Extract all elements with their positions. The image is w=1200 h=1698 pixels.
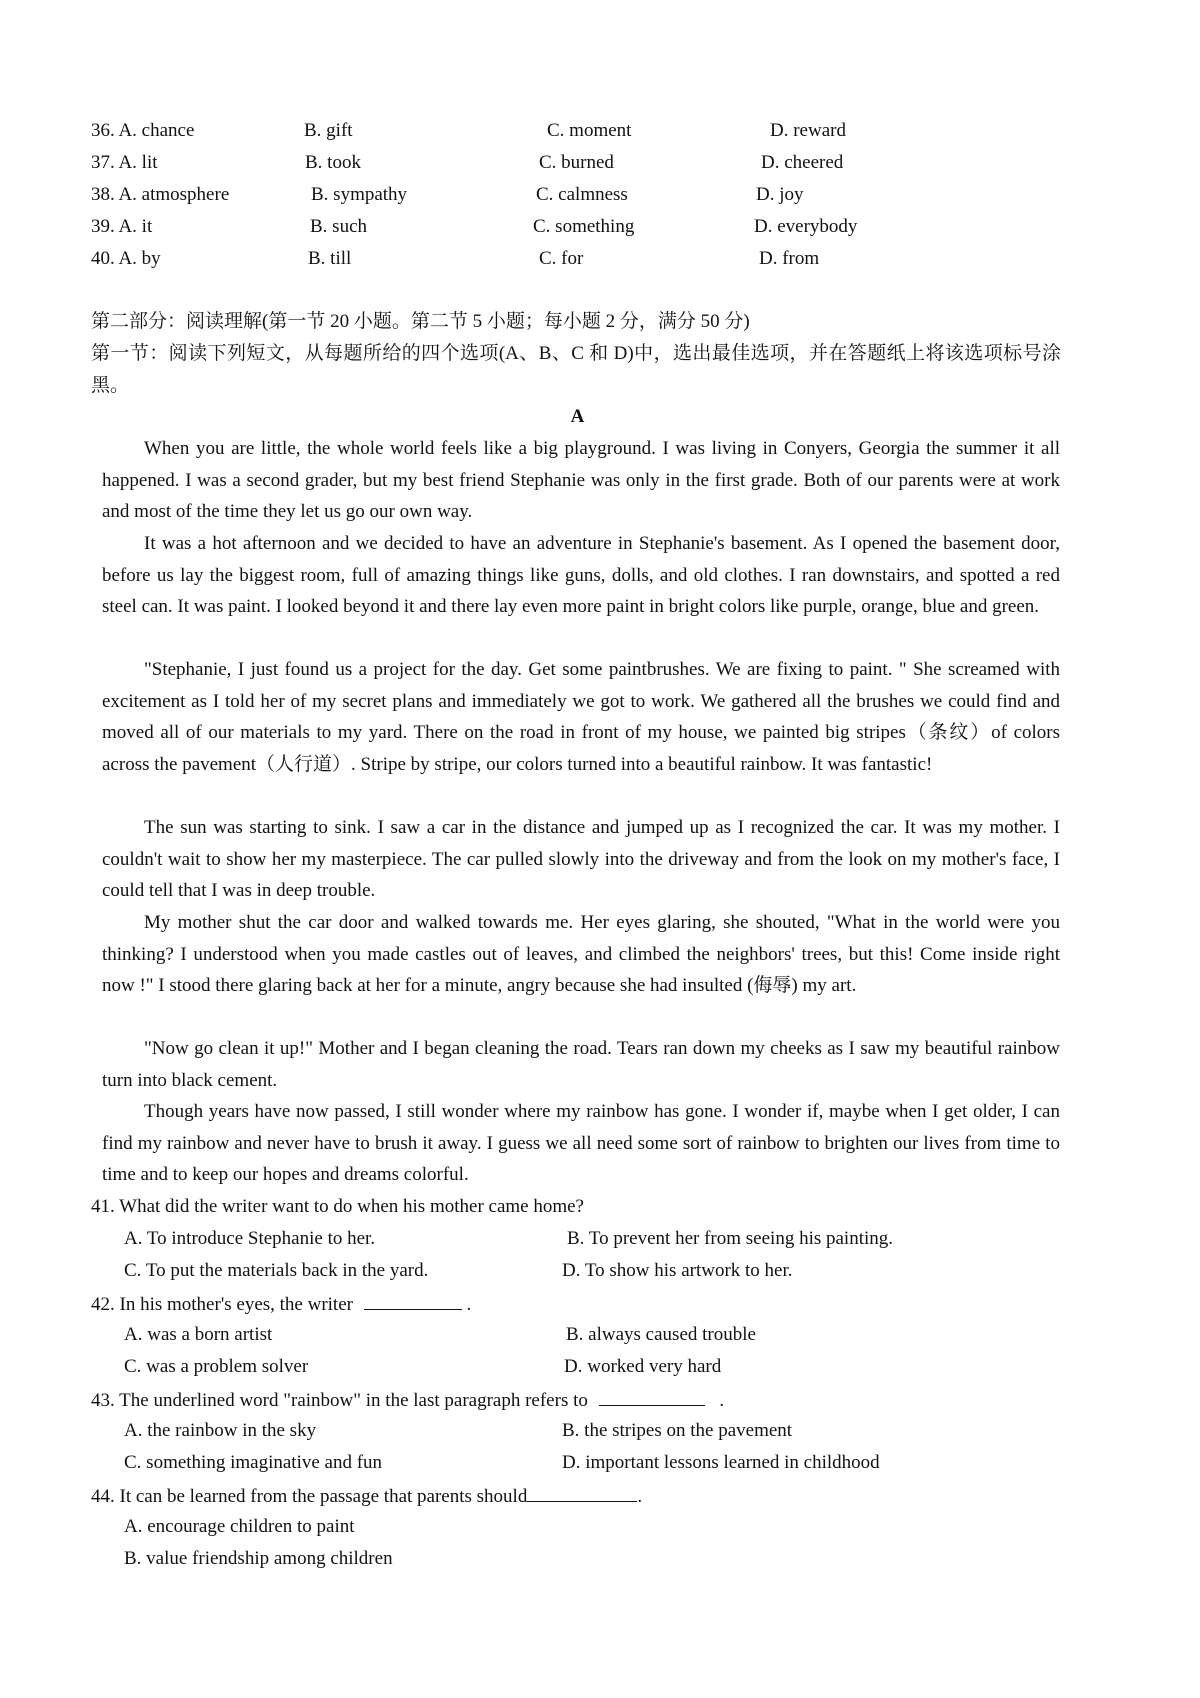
question-42 — [91, 1287, 471, 1321]
option-row-40 — [0, 243, 1200, 275]
passage-paragraph-3: "Stephanie, I just found us a project for the day. Get some paintbrushes. We are fixing to paint. " She screamed with excitement as I told her of my secret plans and immediately we got to work. We gathered all the brushes we could find and moved all of our materials to my yard. There on the road in front of my house, we painted big stripes（条纹）of colors across the pavement（人行道）. Stripe by stripe, our colors turned into a beautiful rainbow. It was fantastic! — [102, 659, 1060, 775]
passage-paragraph-6: "Now go clean it up!" Mother and I began cleaning the road. Tears ran down my cheeks as I saw my beautiful rainbow turn into black cement. — [102, 1038, 1060, 1091]
option-c: C. moment — [547, 120, 632, 141]
option-c: C. for — [539, 248, 584, 269]
answer-blank — [364, 1287, 462, 1310]
option-b: B. sympathy — [311, 184, 408, 205]
question-43-option-d: D. important lessons learned in childhood — [562, 1452, 880, 1473]
passage-paragraph-2: It was a hot afternoon and we decided to have an adventure in Stephanie's basement. As I opened the basement door, before us lay the biggest room, full of amazing things like guns, dolls, and old clothes. I ran downstairs, and spotted a red steel can. It was paint. I looked beyond it and there lay even more paint in bright colors like purple, orange, blue and green. — [102, 533, 1060, 618]
option-row-38 — [0, 179, 1200, 211]
question-44-stem: 44. It can be learned from the passage that parents should — [91, 1486, 528, 1507]
passage-paragraph-1: When you are little, the whole world feels like a big playground. I was living in Conyers, Georgia the summer it all happened. I was a second grader, but my best friend Stephanie was only in the first grade. Both of our parents were at work and most of the time they let us go our own way. — [102, 438, 1060, 523]
question-41-option-b: B. To prevent her from seeing his painting. — [567, 1228, 894, 1249]
question-43-option-a: A. the rainbow in the sky — [124, 1420, 317, 1441]
option-b: B. took — [305, 152, 361, 173]
question-43-stem: 43. The underlined word "rainbow" in the last paragraph refers to — [91, 1390, 588, 1411]
option-row-36 — [0, 115, 1200, 147]
question-42-option-d: D. worked very hard — [564, 1356, 722, 1377]
question-43-option-c: C. something imaginative and fun — [124, 1452, 383, 1473]
answer-blank — [527, 1479, 637, 1502]
option-d: D. cheered — [761, 152, 844, 173]
question-42-stem: 42. In his mother's eyes, the writer — [91, 1294, 353, 1315]
question-42-option-b: B. always caused trouble — [566, 1324, 756, 1345]
question-42-option-c: C. was a problem solver — [124, 1356, 309, 1377]
option-a: 39. A. it — [91, 216, 153, 237]
option-b: B. till — [308, 248, 352, 269]
passage-paragraph-4: The sun was starting to sink. I saw a car in the distance and jumped up as I recognized the car. It was my mother. I couldn't wait to show her my masterpiece. The car pulled slowly into the driveway and from the look on my mother's face, I could tell that I was in deep trouble. — [102, 817, 1060, 902]
answer-blank — [599, 1383, 705, 1406]
section-instruction: 第一节：阅读下列短文，从每题所给的四个选项(A、B、C 和 D)中，选出最佳选项，并在答题纸上将该选项标号涂黑。 — [91, 343, 1061, 396]
question-44 — [91, 1479, 642, 1513]
passage-label: A — [570, 406, 585, 427]
passage-paragraph-7: Though years have now passed, I still wonder where my rainbow has gone. I wonder if, maybe when I get older, I can find my rainbow and never have to brush it away. I guess we all need some sort of rainbow to brighten our lives from time to time and to keep our hopes and dreams colorful. — [102, 1101, 1060, 1186]
option-row-39 — [0, 211, 1200, 243]
question-41-option-c: C. To put the materials back in the yard. — [124, 1260, 429, 1281]
option-c: C. burned — [539, 152, 614, 173]
question-42-end: . — [466, 1294, 472, 1315]
passage-paragraph-5: My mother shut the car door and walked towards me. Her eyes glaring, she shouted, "What in the world were you thinking? I understood when you made castles out of leaves, and climbed the neighbors' trees, but this! Come inside right now !" I stood there glaring back at her for a minute, angry because she had insulted (侮辱) my art. — [102, 912, 1060, 997]
question-41-option-a: A. To introduce Stephanie to her. — [124, 1228, 376, 1249]
option-c: C. calmness — [536, 184, 628, 205]
question-43 — [91, 1383, 724, 1417]
option-row-37 — [0, 147, 1200, 179]
question-41-option-d: D. To show his artwork to her. — [562, 1260, 793, 1281]
section-heading: 第二部分：阅读理解(第一节 20 小题。第二节 5 小题；每小题 2 分，满分 50 分) — [91, 311, 750, 332]
question-44-option-b: B. value friendship among children — [124, 1548, 393, 1569]
option-a: 37. A. lit — [91, 152, 158, 173]
option-a: 40. A. by — [91, 248, 161, 269]
option-c: C. something — [533, 216, 635, 237]
question-41-stem: 41. What did the writer want to do when his mother came home? — [91, 1196, 584, 1217]
question-44-end: . — [637, 1486, 643, 1507]
option-d: D. joy — [756, 184, 804, 205]
question-43-option-b: B. the stripes on the pavement — [562, 1420, 793, 1441]
option-d: D. everybody — [754, 216, 858, 237]
option-b: B. such — [310, 216, 367, 237]
option-d: D. from — [759, 248, 820, 269]
question-42-option-a: A. was a born artist — [124, 1324, 273, 1345]
option-a: 38. A. atmosphere — [91, 184, 230, 205]
question-43-end: . — [719, 1390, 725, 1411]
question-44-option-a: A. encourage children to paint — [124, 1516, 355, 1537]
option-d: D. reward — [770, 120, 846, 141]
option-a: 36. A. chance — [91, 120, 195, 141]
option-b: B. gift — [304, 120, 353, 141]
